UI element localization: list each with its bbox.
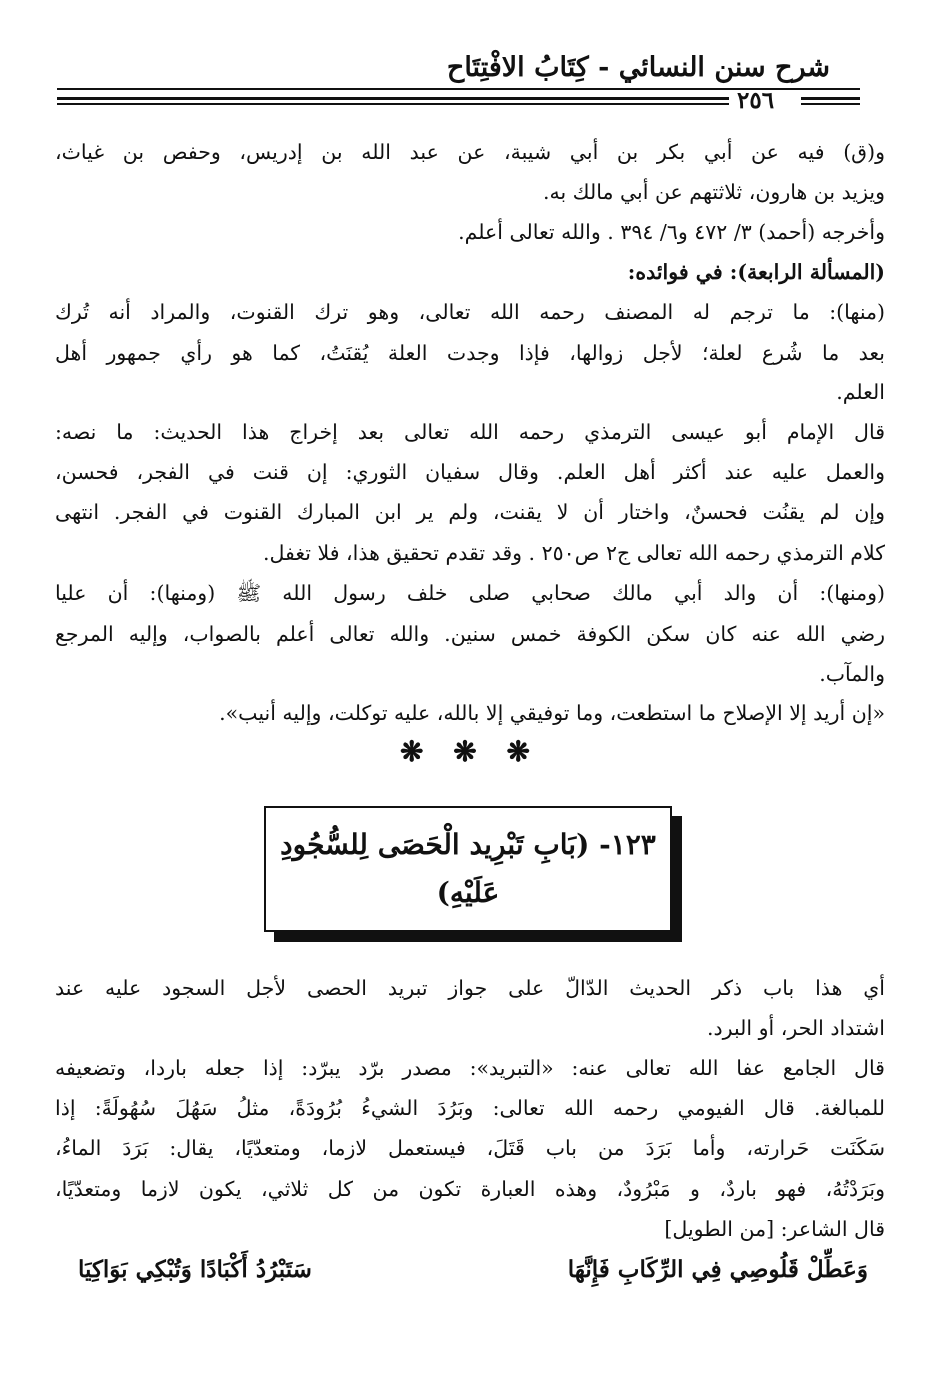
chapter-text-line-2: اشتداد الحر، أو البرد. [707, 1016, 885, 1040]
text-line-5: (منها): ما ترجم له المصنف رحمه الله تعالى، وهو ترك القنوت، والمراد أنه تُرك [55, 300, 885, 324]
chapter-text-line-1: أي هذا باب ذكر الحديث الدّالّ على جواز تبريد الحصى لأجل السجود عليه عند [55, 976, 885, 1000]
issue-heading: (المسألة الرابعة): في فوائده: [627, 260, 885, 284]
text-line-2: ويزيد بن هارون، ثلاثتهم عن أبي مالك به. [542, 180, 885, 204]
text-line-7: العلم. [836, 380, 885, 404]
text-line-11: كلام الترمذي رحمه الله تعالى ج٢ ص٢٥٠ . وقد تقدم تحقيق هذا، فلا تغفل. [262, 541, 885, 565]
text-line-10: وإن لم يقنُت فحسنٌ، واختار أن لا يقنت، ولم ير ابن المبارك القنوت في الفجر. انتهى [55, 500, 885, 524]
running-header-title: شرح سنن النسائي - كِتَابُ الافْتِتَاح [446, 52, 830, 83]
chapter-title-box [264, 806, 672, 932]
text-line-3: وأخرجه (أحمد) ٣/ ٤٧٢ و٦/ ٣٩٤ . والله تعالى أعلم. [458, 220, 885, 244]
page-rule-left-1 [57, 97, 729, 100]
page-rule-right-2 [801, 103, 860, 105]
closing-quote-line: «إن أريد إلا الإصلاح ما استطعت، وما توفيقي إلا بالله، عليه توكلت، وإليه أنيب». [219, 701, 885, 725]
page-rule-right-1 [801, 97, 860, 100]
chapter-text-line-3: قال الجامع عفا الله تعالى عنه: «التبريد»: مصدر برّد يبرّد: إذا جعله باردا، وتضعيفه [55, 1056, 885, 1080]
text-line-13: رضي الله عنه كان سكن الكوفة خمس سنين. والله تعالى أعلم بالصواب، وإليه المرجع [55, 622, 885, 646]
text-line-12: (ومنها): أن والد أبي مالك صحابي صلى خلف رسول الله ﷺ (ومنها): أن عليا [55, 581, 885, 605]
page-number: ٢٥٦ [737, 87, 775, 114]
chapter-text-line-5: سَكَنَت حَرارته، وأما بَرَدَ من باب قَتَلَ، فيستعمل لازما، ومتعدّيًا، يقال: بَرَدَ الماءُ، [55, 1136, 885, 1160]
text-line-9: والعمل عليه عند أكثر أهل العلم. وقال سفيان الثوري: إن قنت في الفجر، فحسن، [55, 460, 885, 484]
section-separator: ❋ ❋ ❋ [400, 735, 540, 768]
verse-second-hemistich: سَتَبْرُدُ أَكْبَادًا وَتُبْكِي بَوَاكِيَا [78, 1256, 312, 1283]
text-line-6: بعد ما شُرع لعلة؛ لأجل زوالها، فإذا وجدت العلة يُقنَتُ، كما هو رأي جمهور أهل [55, 341, 885, 365]
chapter-title-line-1: ١٢٣- (بَابِ تَبْرِيد الْحَصَى لِلسُّجُودِ [280, 828, 656, 861]
verse-first-hemistich: وَعَطِّلْ قَلُوصِي فِي الرِّكَابِ فَإِنَّهَا [567, 1256, 868, 1283]
chapter-text-line-4: للمبالغة. قال الفيومي رحمه الله تعالى: وبَرُدَ الشيءُ بُرُودَةً، مثلُ سَهُلَ سُهُولَةً: إذا [55, 1096, 885, 1120]
text-line-1: و(ق) فيه عن أبي بكر بن أبي شيبة، عن عبد الله بن إدريس، وحفص بن غياث، [55, 140, 885, 164]
chapter-title-line-2: عَلَيْهِ) [436, 876, 500, 909]
page-rule-left-2 [57, 103, 729, 105]
poetry-verse [78, 1256, 868, 1283]
chapter-text-line-7: قال الشاعر: [من الطويل] [664, 1217, 885, 1241]
chapter-text-line-6: وبَرَدْتُهُ، فهو باردٌ، و مَبْرُودٌ، وهذه العبارة تكون من كل ثلاثي، يكون لازما ومتعدّيًا، [55, 1177, 885, 1201]
text-line-14: والمآب. [819, 662, 885, 686]
text-line-8: قال الإمام أبو عيسى الترمذي رحمه الله تعالى بعد إخراج هذا الحديث: ما نصه: [55, 420, 885, 444]
